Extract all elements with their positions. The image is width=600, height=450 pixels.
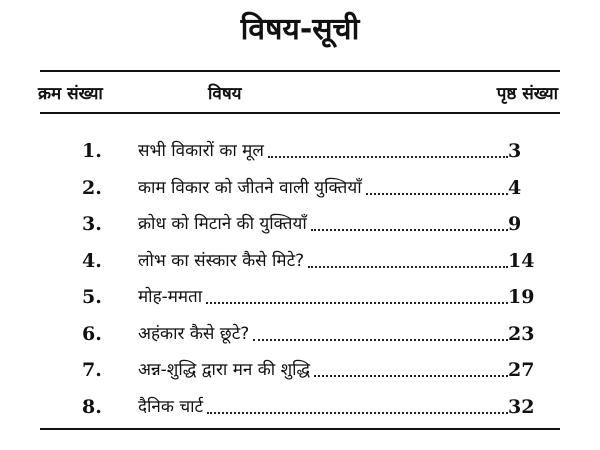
top-divider — [40, 70, 560, 72]
contents-entry[interactable] — [0, 317, 600, 354]
entry-title: दैनिक चार्ट — [138, 396, 204, 417]
entry-title: काम विकार को जीतने वाली युक्तियाँ — [138, 177, 362, 198]
contents-entry[interactable] — [0, 353, 600, 390]
entry-line — [138, 284, 508, 310]
entry-number: 3. — [82, 213, 102, 235]
entry-page-number: 32 — [508, 395, 535, 418]
entry-line — [138, 321, 508, 347]
dot-leader — [268, 156, 508, 158]
bottom-divider — [40, 428, 560, 430]
entry-title: मोह-ममता — [138, 287, 203, 307]
dot-leader — [308, 266, 508, 268]
entry-page-number: 23 — [508, 322, 535, 345]
entry-page-number: 19 — [508, 286, 535, 308]
contents-entry[interactable] — [0, 171, 600, 208]
entry-number: 1. — [82, 140, 102, 162]
subject-header: विषय — [208, 84, 242, 104]
entry-page-number: 3 — [508, 140, 522, 162]
entry-line — [138, 138, 508, 164]
entry-title: अहंकार कैसे छूटे? — [138, 323, 250, 344]
entry-page-number: 27 — [508, 359, 535, 381]
entry-title: क्रोध को मिटाने की युक्तियाँ — [138, 214, 307, 234]
serial-number-header: क्रम संख्या — [38, 84, 103, 104]
entry-title: लोभ का संस्कार कैसे मिटे? — [138, 250, 305, 271]
entry-line — [138, 248, 508, 274]
dot-leader — [206, 302, 508, 304]
entry-line — [138, 175, 508, 201]
entry-number: 5. — [82, 286, 102, 308]
contents-entry[interactable] — [0, 390, 600, 427]
page-number-header: पृष्ठ संख्या — [496, 84, 558, 104]
entry-line — [138, 394, 508, 420]
dot-leader — [311, 229, 508, 231]
entry-page-number: 14 — [508, 249, 535, 272]
dot-leader — [314, 375, 508, 377]
contents-entry[interactable] — [0, 244, 600, 281]
header-divider — [40, 112, 560, 114]
contents-entry[interactable] — [0, 207, 600, 244]
entry-line — [138, 211, 508, 237]
entry-number: 2. — [82, 176, 102, 199]
entry-page-number: 9 — [508, 213, 522, 235]
dot-leader — [253, 339, 508, 341]
entry-title: अन्न-शुद्धि द्वारा मन की शुद्धि — [138, 360, 311, 380]
contents-entry[interactable] — [0, 280, 600, 317]
contents-entry[interactable] — [0, 134, 600, 171]
page-title: विषय-सूची — [240, 12, 360, 47]
entry-number: 4. — [82, 249, 102, 272]
entry-title: सभी विकारों का मूल — [138, 141, 264, 161]
dot-leader — [366, 193, 508, 195]
entry-number: 7. — [82, 359, 102, 381]
entry-number: 6. — [82, 322, 102, 345]
entry-page-number: 4 — [508, 176, 522, 199]
dot-leader — [207, 412, 508, 414]
entry-number: 8. — [82, 395, 102, 418]
entry-line — [138, 357, 508, 383]
contents-list — [0, 134, 600, 426]
